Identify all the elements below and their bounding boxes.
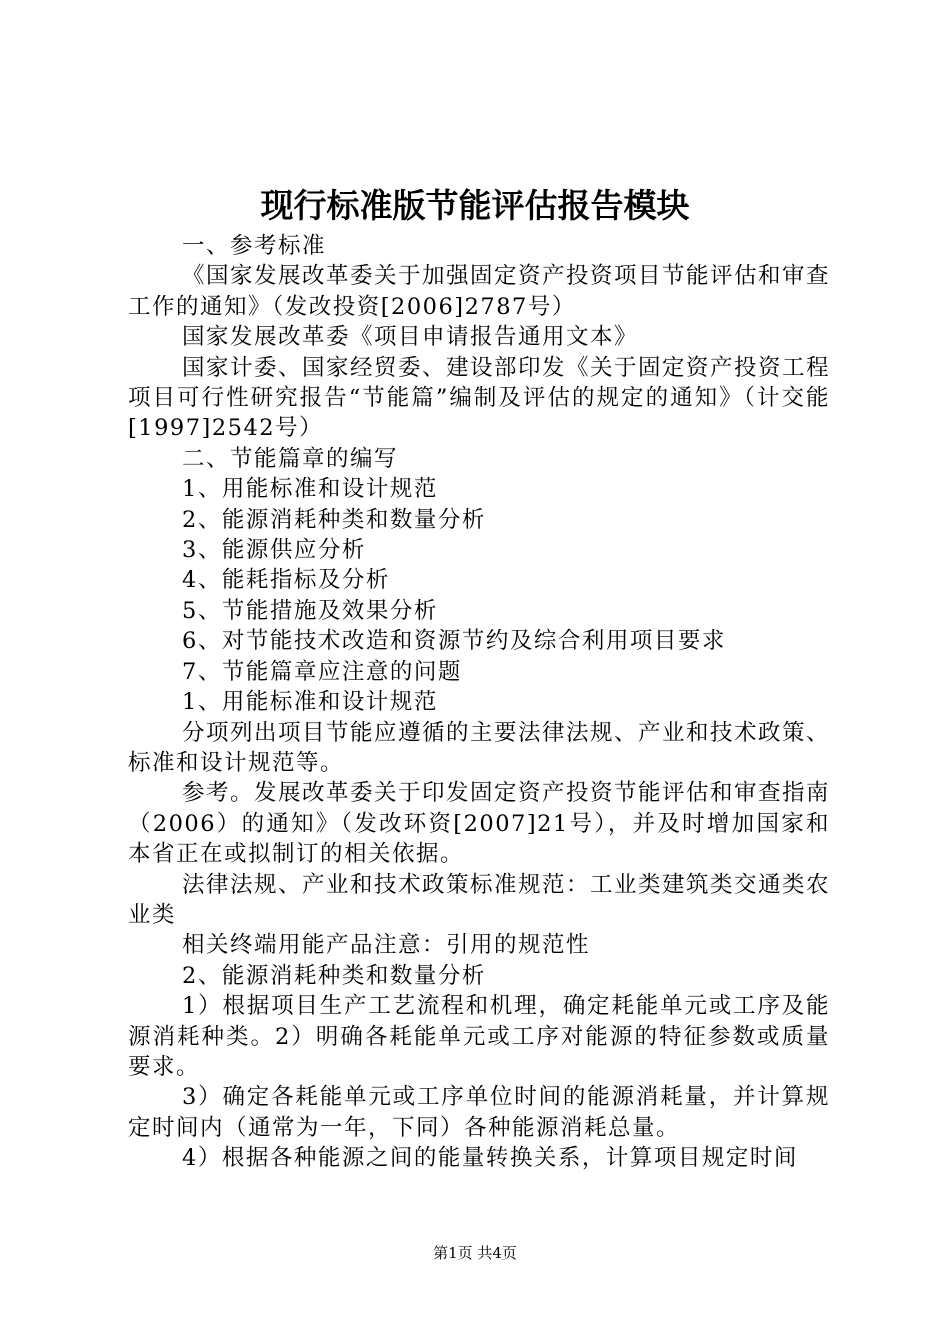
paragraph: 国家计委、国家经贸委、建设部印发《关于固定资产投资工程项目可行性研究报告“节能篇”编制及评估的规定的通知》（计交能[1997]2542号） [128, 354, 831, 442]
paragraph: 4）根据各种能源之间的能量转换关系，计算项目规定时间 [182, 1145, 798, 1172]
section-heading: 一、参考标准 [182, 233, 327, 259]
subsection-heading: 2、能源消耗种类和数量分析 [182, 962, 486, 989]
list-item: 5、节能措施及效果分析 [182, 597, 438, 624]
section-heading: 二、节能篇章的编写 [182, 445, 399, 472]
document-title: 现行标准版节能评估报告模块 [260, 186, 690, 225]
paragraph: 相关终端用能产品注意：引用的规范性 [182, 932, 591, 959]
document-body [128, 231, 830, 1174]
paragraph: 1）根据项目生产工艺流程和机理，确定耗能单元或工序及能源消耗种类。2）明确各耗能单元或工序对能源的特征参数或质量要求。 [128, 993, 830, 1080]
page-footer: 第1页 共4页 [433, 1244, 517, 1262]
paragraph: 参考。发展改革委关于印发固定资产投资节能评估和审查指南（2006）的通知》（发改环资[2007]21号），并及时增加国家和本省正在或拟制订的相关依据。 [128, 780, 831, 868]
paragraph: 分项列出项目节能应遵循的主要法律法规、产业和技术政策、标准和设计规范等。 [128, 719, 831, 776]
paragraph: 国家发展改革委《项目申请报告通用文本》 [182, 324, 639, 351]
paragraph: 3）确定各耗能单元或工序单位时间的能源消耗量，并计算规定时间内（通常为一年，下同）各种能源消耗总量。 [128, 1084, 830, 1141]
list-item: 1、用能标准和设计规范 [182, 476, 438, 503]
paragraph: 法律法规、产业和技术政策标准规范：工业类建筑类交通类农业类 [128, 871, 831, 928]
list-item: 4、能耗指标及分析 [182, 567, 390, 594]
list-item: 7、节能篇章应注意的问题 [182, 658, 462, 685]
paragraph: 《国家发展改革委关于加强固定资产投资项目节能评估和审查工作的通知》（发改投资[2006]2787号） [128, 263, 831, 320]
list-item: 6、对节能技术改造和资源节约及综合利用项目要求 [182, 628, 726, 655]
list-item: 3、能源供应分析 [182, 537, 366, 564]
list-item: 2、能源消耗种类和数量分析 [182, 506, 486, 533]
subsection-heading: 1、用能标准和设计规范 [182, 689, 438, 716]
